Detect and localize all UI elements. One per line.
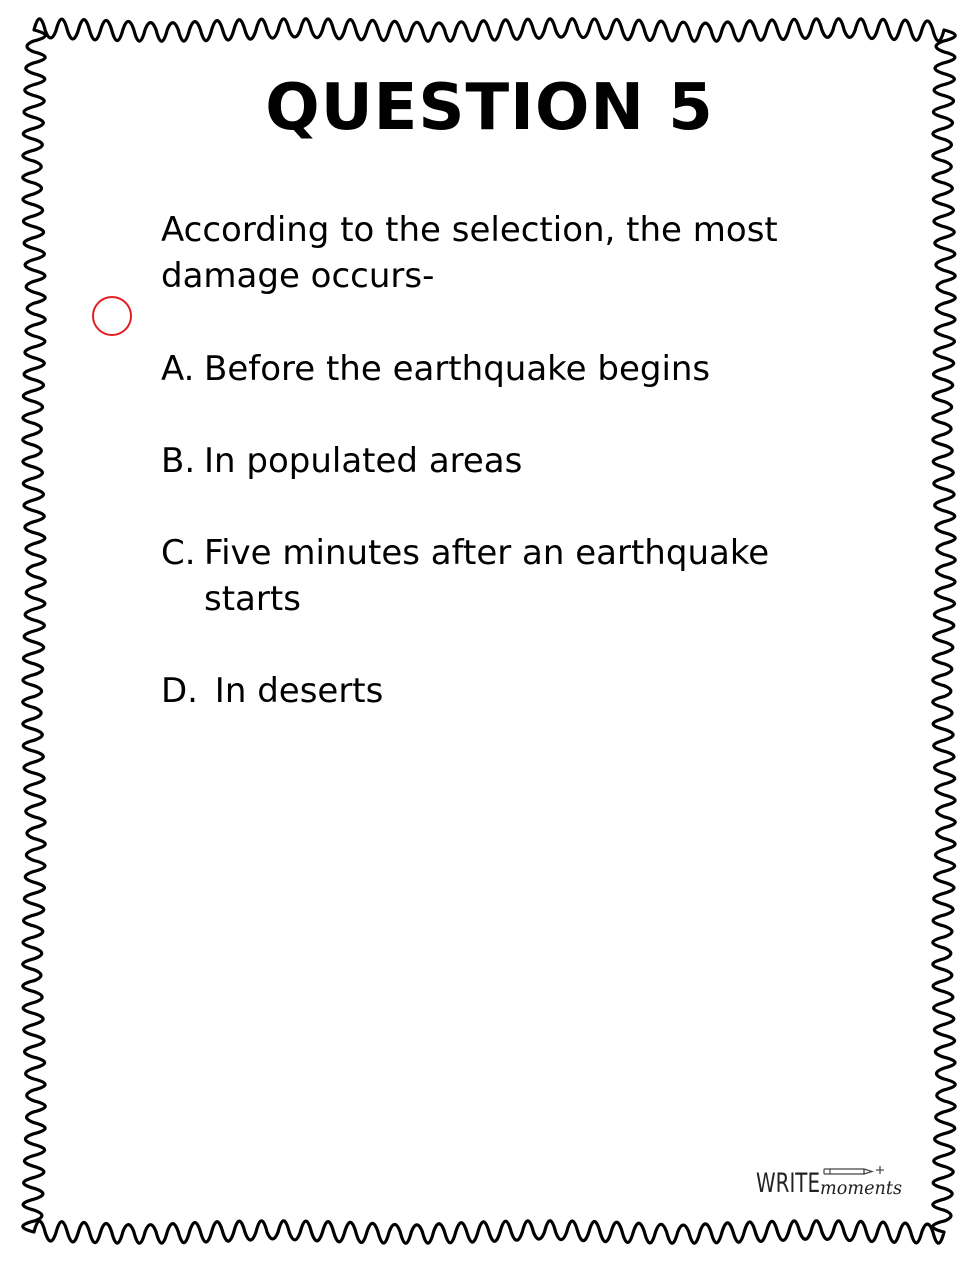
answer-marker-circle[interactable] <box>92 296 132 336</box>
logo-secondary-text: moments <box>820 1177 903 1199</box>
pencil-icon <box>824 1169 872 1174</box>
logo-primary-text: WRITE <box>756 1168 820 1199</box>
choice-letter: C. <box>161 533 196 573</box>
question-text: According to the selection, the most damage occurs- <box>161 210 778 296</box>
choice-d[interactable] <box>161 668 804 714</box>
choice-a[interactable] <box>161 346 804 392</box>
sparkle-icon <box>876 1166 884 1174</box>
choice-text: In deserts <box>204 671 384 711</box>
choice-letter: B. <box>161 441 196 481</box>
page-title: QUESTION 5 <box>265 71 714 145</box>
write-moments-logo <box>756 1158 906 1202</box>
choice-letter: D. <box>161 671 198 711</box>
choice-letter: A. <box>161 349 195 389</box>
choice-b[interactable] <box>161 438 804 484</box>
choice-text: Five minutes after an earthquake starts <box>204 533 770 619</box>
choice-text: In populated areas <box>204 441 523 481</box>
choice-c[interactable] <box>161 530 804 622</box>
choice-text: Before the earthquake begins <box>204 349 711 389</box>
